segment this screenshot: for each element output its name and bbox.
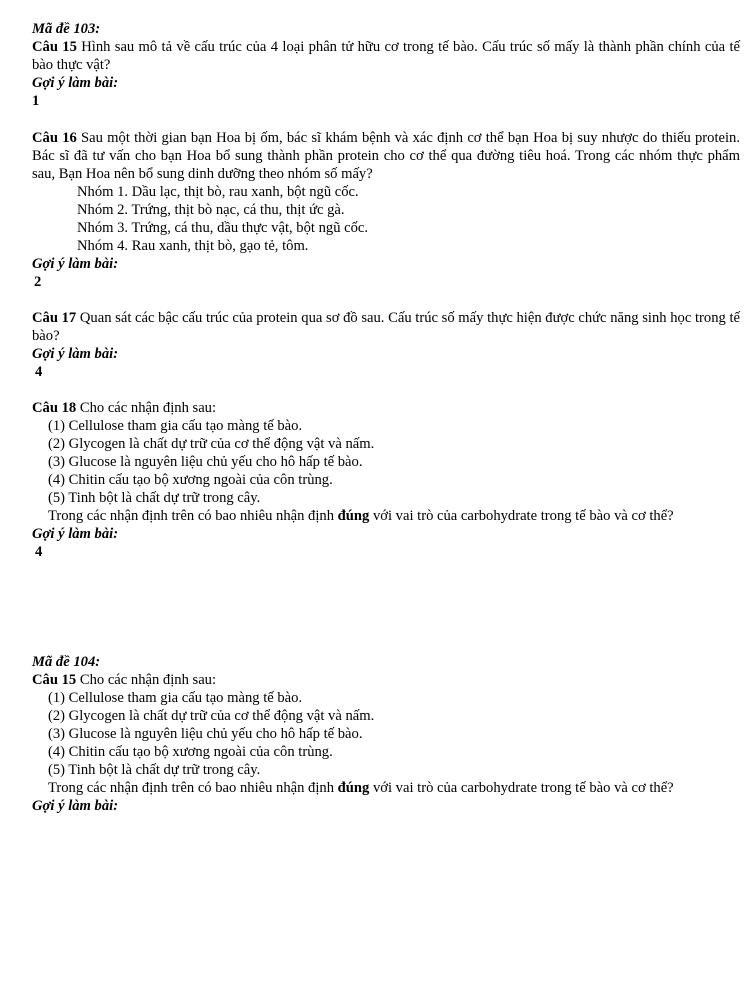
hint-label: Gợi ý làm bài:	[32, 256, 119, 272]
hint-label: Gợi ý làm bài:	[32, 346, 119, 362]
question-104-15	[32, 671, 740, 689]
statement-list	[32, 417, 740, 507]
list-item: (3) Glucose là nguyên liệu chủ yếu cho hô hấp tế bào.	[48, 454, 363, 470]
hint-label: Gợi ý làm bài:	[32, 798, 119, 814]
exam-code-103: Mã đề 103:	[32, 21, 101, 37]
question-103-18	[32, 399, 740, 417]
list-item: (5) Tinh bột là chất dự trữ trong cây.	[48, 490, 261, 506]
list-item: (4) Chitin cấu tạo bộ xương ngoài của côn trùng.	[48, 744, 333, 760]
question-number: Câu 17	[32, 310, 77, 326]
list-item: (2) Glycogen là chất dự trữ của cơ thể động vật và nấm.	[48, 436, 375, 452]
answer: 4	[35, 364, 43, 380]
exam-code-104: Mã đề 104:	[32, 654, 101, 670]
list-item: Nhóm 3. Trứng, cá thu, dầu thực vật, bột ngũ cốc.	[77, 220, 369, 236]
question-number: Câu 15	[32, 672, 77, 688]
question-text: Quan sát các bậc cấu trúc của protein qua sơ đồ sau. Cấu trúc số mấy thực hiện được chức năng sinh học trong tế bào?	[32, 310, 740, 344]
list-item: (2) Glycogen là chất dự trữ của cơ thể động vật và nấm.	[48, 708, 375, 724]
question-text: Cho các nhận định sau:	[76, 400, 217, 416]
question-prompt	[32, 507, 740, 525]
spacer	[32, 381, 740, 399]
document-page	[32, 20, 740, 815]
question-number: Câu 18	[32, 400, 77, 416]
spacer	[32, 110, 740, 129]
list-item: (1) Cellulose tham gia cấu tạo màng tế bào.	[48, 418, 303, 434]
hint-label: Gợi ý làm bài:	[32, 526, 119, 542]
prompt-text: Trong các nhận định trên có bao nhiêu nhận định	[48, 780, 338, 796]
question-prompt	[32, 779, 740, 797]
question-text: Hình sau mô tả về cấu trúc của 4 loại phân tử hữu cơ trong tế bào. Cấu trúc số mấy là thành phần chính của tế bào thực vật?	[32, 39, 740, 73]
question-103-16	[32, 129, 740, 183]
question-103-17	[32, 309, 740, 345]
list-item: (5) Tinh bột là chất dự trữ trong cây.	[48, 762, 261, 778]
prompt-emphasis: đúng	[337, 780, 370, 796]
statement-list	[32, 689, 740, 779]
question-103-15	[32, 38, 740, 74]
answer: 4	[35, 544, 43, 560]
prompt-text: với vai trò của carbohydrate trong tế bào và cơ thể?	[369, 508, 674, 524]
list-item: Nhóm 4. Rau xanh, thịt bò, gạo tẻ, tôm.	[77, 238, 309, 254]
prompt-text: Trong các nhận định trên có bao nhiêu nhận định	[48, 508, 338, 524]
question-text: Sau một thời gian bạn Hoa bị ốm, bác sĩ khám bệnh và xác định cơ thể bạn Hoa bị suy nhược do thiếu protein. Bác sĩ đã tư vấn cho bạn Hoa bổ sung thành phần protein cho cơ thể qua đường tiêu hoá. Trong các nhóm thực phẩm sau, Bạn Hoa nên bổ sung dinh dưỡng theo nhóm số mấy?	[32, 130, 740, 182]
prompt-text: với vai trò của carbohydrate trong tế bào và cơ thể?	[369, 780, 674, 796]
spacer	[32, 291, 740, 309]
list-item: (1) Cellulose tham gia cấu tạo màng tế bào.	[48, 690, 303, 706]
list-item: Nhóm 1. Dầu lạc, thịt bò, rau xanh, bột ngũ cốc.	[77, 184, 359, 200]
question-number: Câu 15	[32, 39, 77, 55]
answer: 1	[32, 93, 40, 109]
question-text: Cho các nhận định sau:	[76, 672, 217, 688]
list-item: (4) Chitin cấu tạo bộ xương ngoài của côn trùng.	[48, 472, 333, 488]
answer: 2	[34, 274, 42, 290]
list-item: (3) Glucose là nguyên liệu chủ yếu cho hô hấp tế bào.	[48, 726, 363, 742]
hint-label: Gợi ý làm bài:	[32, 75, 119, 91]
food-group-list	[32, 183, 740, 255]
spacer	[32, 561, 740, 653]
list-item: Nhóm 2. Trứng, thịt bò nạc, cá thu, thịt ức gà.	[77, 202, 345, 218]
prompt-emphasis: đúng	[337, 508, 370, 524]
question-number: Câu 16	[32, 130, 77, 146]
